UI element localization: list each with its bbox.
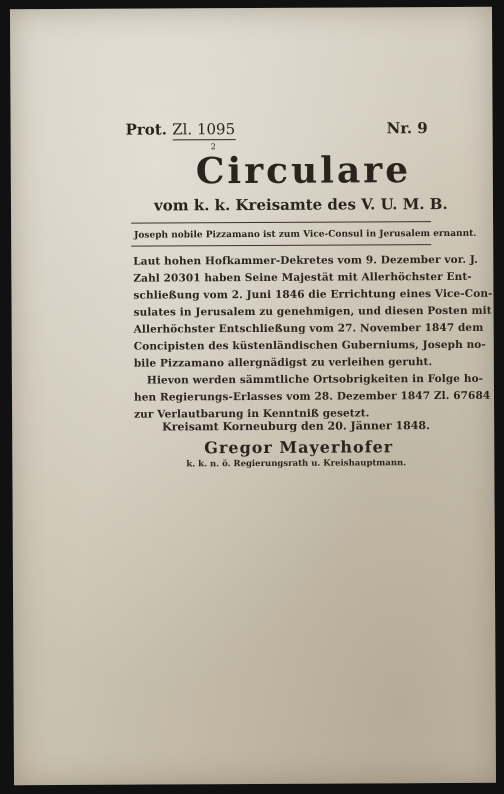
document-page [10,7,496,786]
body-line: schließung vom 2. Juni 1846 die Errichtung eines Vice-Con- [133,287,493,302]
body-line: Zahl 20301 haben Seine Majestät mit Allerhöchster Ent- [133,270,472,285]
body-line: Concipisten des küstenländischen Guberniums, Joseph no- [133,338,486,353]
divider-top [131,221,431,224]
signer-name: Gregor Mayerhofer [204,437,394,458]
body-line: Hievon werden sämmtliche Ortsobrigkeiten in Folge ho- [146,372,484,387]
document-subtitle: vom k. k. Kreisamte des V. U. M. B. [153,194,448,215]
body-line: bile Pizzamano allergnädigst zu verleihen geruht. [133,356,433,370]
protocol-number [126,120,236,139]
body-line: Laut hohen Hofkammer-Dekretes vom 9. Dezember vor. J. [133,253,478,268]
body-line: hen Regierungs-Erlasses vom 28. Dezember 1847 Zl. 67684 [133,389,491,404]
document-title: Circulare [195,149,412,193]
document-number: Nr. 9 [386,119,428,138]
body-line: Allerhöchster Entschließung vom 27. November 1847 dem [133,321,484,336]
body-line: sulates in Jerusalem zu genehmigen, und diesen Posten mit [133,304,492,319]
signer-title: k. k. n. ö. Regierungsrath u. Kreishauptmann. [186,458,407,470]
body-line: zur Verlautbarung in Kenntniß gesetzt. [134,407,370,421]
protocol-subnumber: 2 [210,142,216,152]
document-headline: Joseph nobile Pizzamano ist zum Vice-Consul in Jerusalem ernannt. [134,228,477,241]
place-and-date: Kreisamt Korneuburg den 20. Jänner 1848. [162,419,430,434]
divider-bottom [131,244,431,247]
protocol-zl-number: Zl. 1095 [172,120,236,139]
protocol-label: Prot. [125,120,167,139]
